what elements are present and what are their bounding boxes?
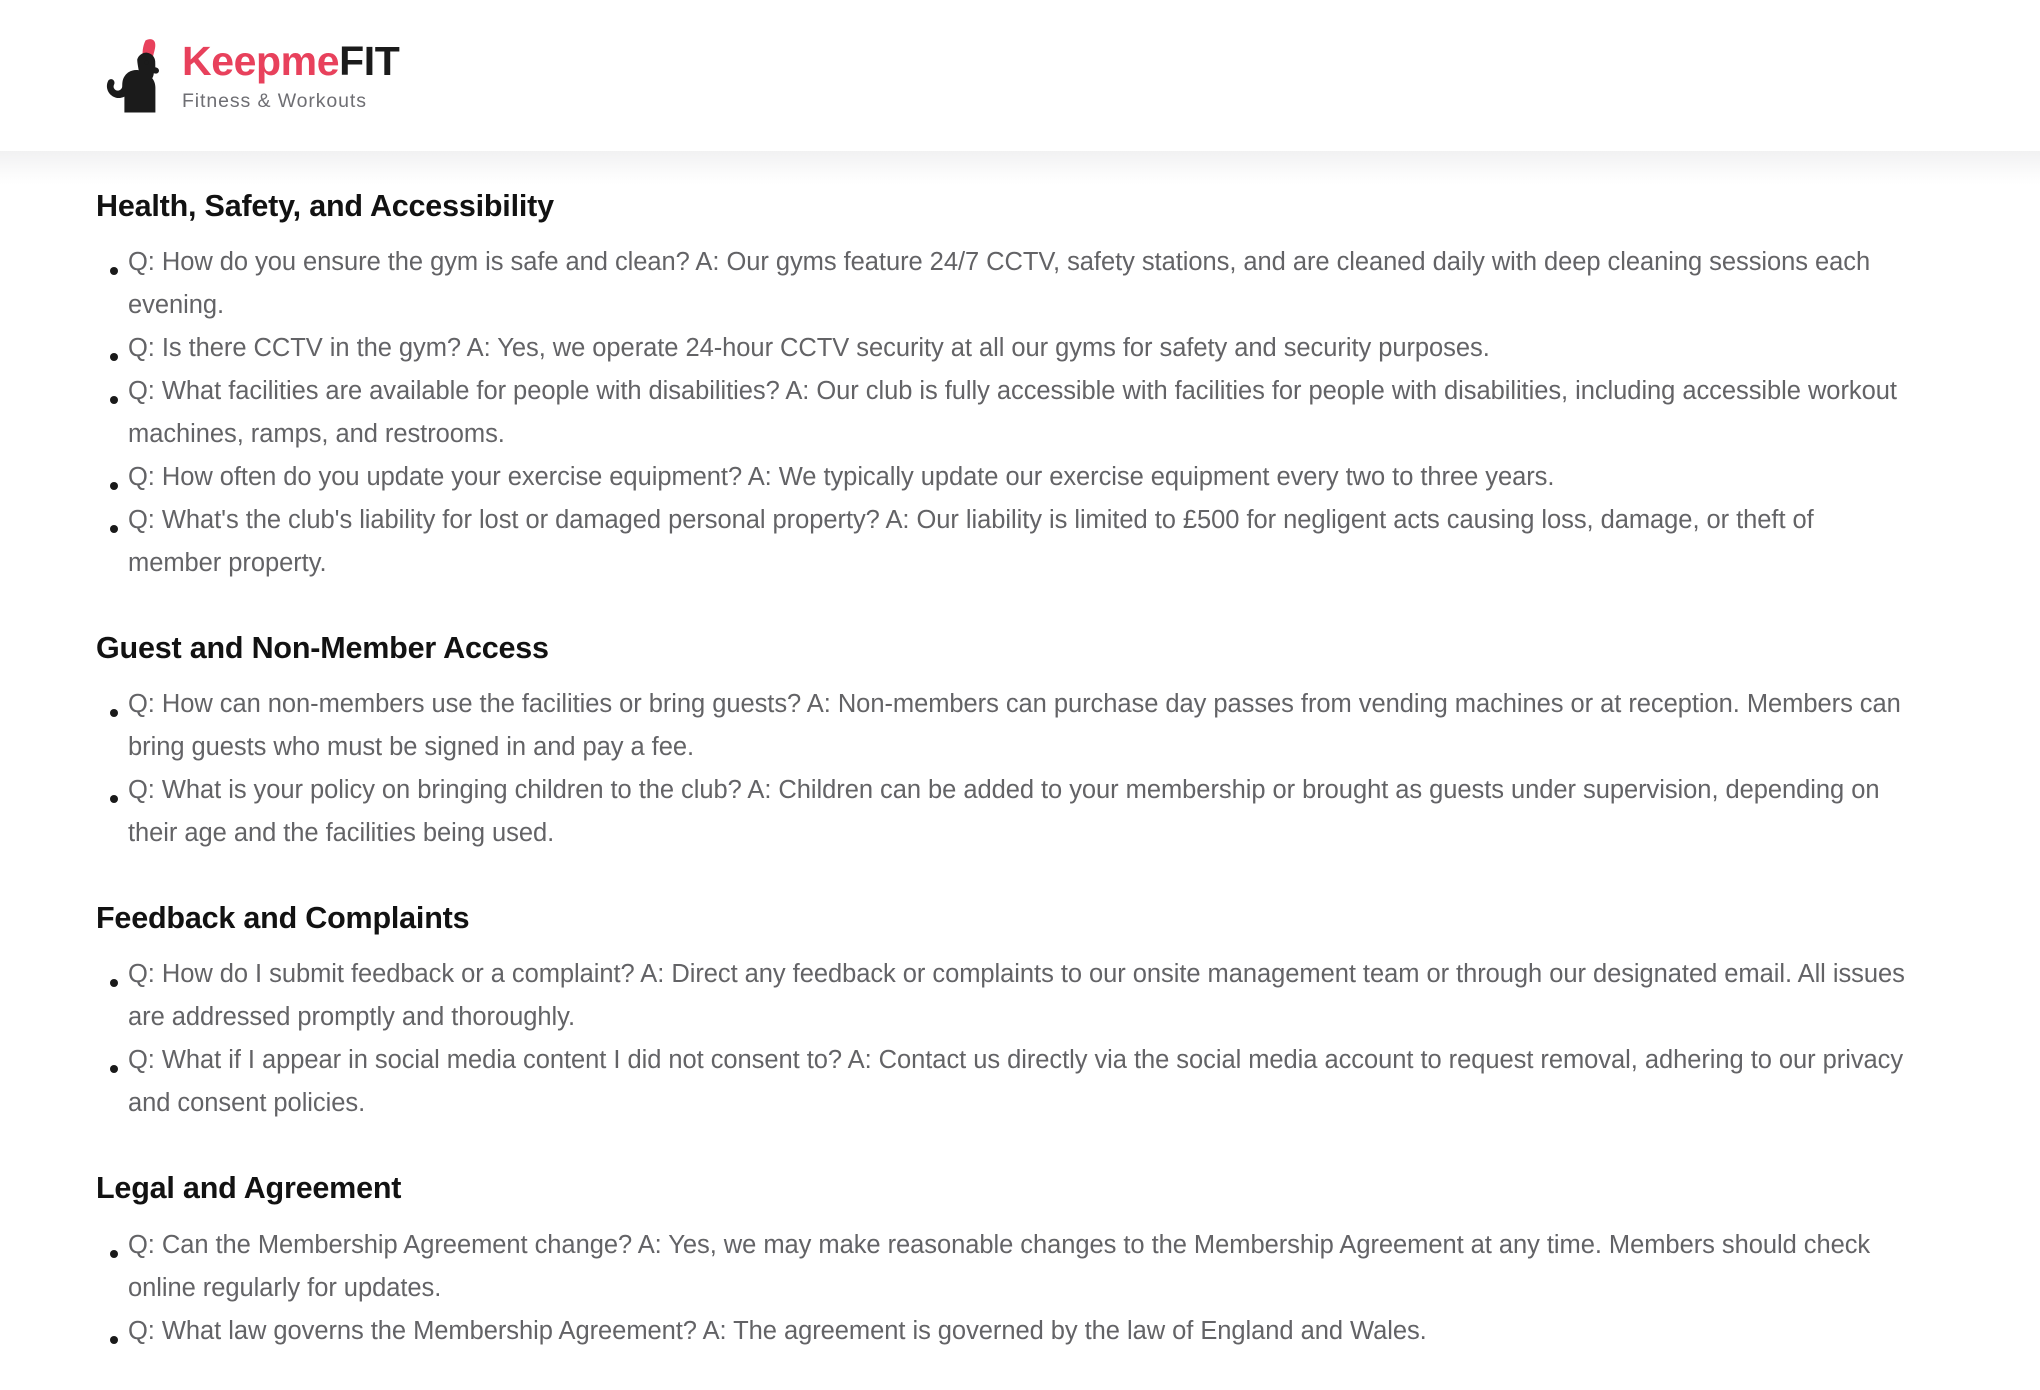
bullet-icon <box>110 1065 118 1073</box>
faq-item <box>96 370 1906 456</box>
faq-list <box>96 683 1944 855</box>
bullet-icon <box>110 979 118 987</box>
bullet-icon <box>110 1250 118 1258</box>
bullet-icon <box>110 525 118 533</box>
section-title: Legal and Agreement <box>96 1171 402 1206</box>
faq-item-text: Q: How do I submit feedback or a complaint? A: Direct any feedback or complaints to our onsite management team or through our designated email. All issues are addressed promptly and thoroughly. <box>128 960 1905 1032</box>
faq-item <box>96 683 1906 769</box>
faq-item-text: Q: Can the Membership Agreement change? A: Yes, we may make reasonable changes to the Membership Agreement at any time. Members should check online regularly for updates. <box>128 1230 1871 1302</box>
bullet-icon <box>110 482 118 490</box>
section-title: Guest and Non-Member Access <box>96 631 549 666</box>
faq-item-text: Q: Is there CCTV in the gym? A: Yes, we operate 24-hour CCTV security at all our gyms for safety and security purposes. <box>128 334 1490 363</box>
section-title: Feedback and Complaints <box>96 901 470 936</box>
faq-section <box>96 187 1944 585</box>
logo-wordmark-primary: Keepme <box>182 37 340 84</box>
faq-item-text: Q: How can non-members use the facilities or bring guests? A: Non-members can purchase day passes from vending machines or at reception. Members can bring guests who must be signed in and pay a fee. <box>128 690 1901 762</box>
faq-item <box>96 499 1906 585</box>
faq-item <box>96 456 1906 499</box>
faq-item <box>96 1039 1906 1125</box>
faq-item-text: Q: How do you ensure the gym is safe and clean? A: Our gyms feature 24/7 CCTV, safety stations, and are cleaned daily with deep cleaning sessions each evening. <box>128 248 1871 320</box>
faq-item <box>96 769 1906 855</box>
faq-sections-host <box>96 187 1944 1353</box>
faq-item <box>96 241 1906 327</box>
bullet-icon <box>110 396 118 404</box>
bullet-icon <box>110 267 118 275</box>
logo-tagline: Fitness & Workouts <box>182 89 367 112</box>
bullet-icon <box>110 1336 118 1344</box>
section-title: Health, Safety, and Accessibility <box>96 189 554 223</box>
faq-list <box>96 953 1944 1125</box>
bullet-icon <box>110 709 118 717</box>
flexing-athlete-icon <box>96 36 168 116</box>
faq-list <box>96 241 1944 585</box>
faq-item-text: Q: What law governs the Membership Agreement? A: The agreement is governed by the law of England and Wales. <box>128 1316 1427 1345</box>
faq-item <box>96 953 1906 1039</box>
logo-wordmark <box>182 37 400 84</box>
site-header <box>0 0 2040 151</box>
logo-wordmark-secondary: FIT <box>339 37 400 84</box>
faq-section <box>96 899 1944 1125</box>
faq-item-text: Q: What's the club's liability for lost or damaged personal property? A: Our liability is limited to £500 for negligent acts causing loss, damage, or theft of member property. <box>128 506 1814 578</box>
logo-text-block <box>182 38 399 113</box>
faq-item <box>96 1224 1906 1310</box>
faq-section <box>96 629 1944 855</box>
faq-item-text: Q: What facilities are available for people with disabilities? A: Our club is fully accessible with facilities for people with disabilities, including accessible workout machines, ramps, and restrooms. <box>128 377 1897 449</box>
faq-list <box>96 1224 1944 1353</box>
faq-item-text: Q: How often do you update your exercise equipment? A: We typically update our exercise equipment every two to three years. <box>128 463 1555 492</box>
faq-item-text: Q: What is your policy on bringing children to the club? A: Children can be added to your membership or brought as guests under supervision, depending on their age and the facilities being used. <box>128 776 1880 848</box>
faq-item <box>96 327 1906 370</box>
bullet-icon <box>110 353 118 361</box>
bullet-icon <box>110 795 118 803</box>
faq-item <box>96 1310 1906 1353</box>
faq-item-text: Q: What if I appear in social media content I did not consent to? A: Contact us directly via the social media account to request removal, adhering to our privacy and consent policies. <box>128 1046 1904 1118</box>
faq-document <box>0 151 2040 1353</box>
site-logo[interactable] <box>96 36 399 116</box>
faq-section <box>96 1169 1944 1352</box>
